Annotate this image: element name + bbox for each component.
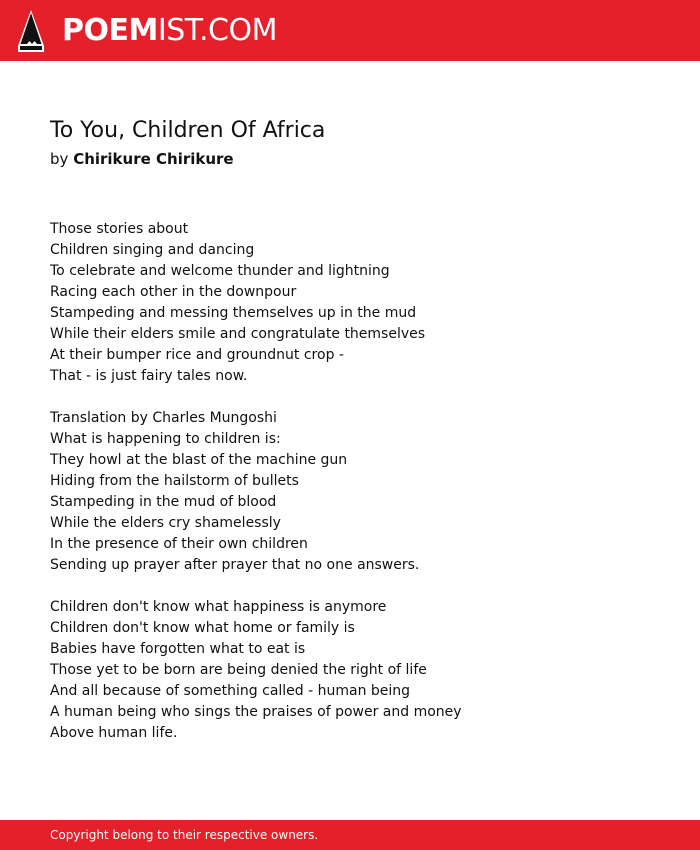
poem-title: To You, Children Of Africa bbox=[50, 118, 326, 143]
site-header bbox=[0, 0, 700, 61]
poem-line: While their elders smile and congratulate themselves bbox=[50, 326, 426, 342]
poem-line: And all because of something called - human being bbox=[50, 683, 411, 699]
poem-line: Children singing and dancing bbox=[50, 242, 255, 258]
poem-line: Hiding from the hailstorm of bullets bbox=[50, 473, 299, 489]
poem-line: At their bumper rice and groundnut crop - bbox=[50, 347, 344, 363]
poem-line: Stampeding and messing themselves up in the mud bbox=[50, 305, 417, 321]
stanza bbox=[50, 597, 650, 744]
copyright-notice: Copyright belong to their respective owners. bbox=[50, 828, 319, 842]
poem-line: Racing each other in the downpour bbox=[50, 284, 297, 300]
logo-light-text: IST.COM bbox=[157, 13, 277, 48]
poem-line: Stampeding in the mud of blood bbox=[50, 494, 277, 510]
poem-line: A human being who sings the praises of power and money bbox=[50, 704, 462, 720]
pencil-icon[interactable] bbox=[18, 10, 44, 52]
site-footer bbox=[0, 820, 700, 850]
site-logo[interactable] bbox=[62, 13, 277, 49]
poem-line: In the presence of their own children bbox=[50, 536, 308, 552]
poem-line: Babies have forgotten what to eat is bbox=[50, 641, 306, 657]
poem-line: Children don't know what home or family is bbox=[50, 620, 355, 636]
poem-line: While the elders cry shamelessly bbox=[50, 515, 281, 531]
poem-line: Children don't know what happiness is anymore bbox=[50, 599, 387, 615]
poem-body bbox=[50, 219, 650, 765]
by-label: by bbox=[50, 150, 69, 168]
poem-line: What is happening to children is: bbox=[50, 431, 281, 447]
poem-line: Sending up prayer after prayer that no one answers. bbox=[50, 557, 420, 573]
logo-bold-text: POEM bbox=[62, 13, 158, 48]
poem-line: Above human life. bbox=[50, 725, 178, 741]
poem-line: They howl at the blast of the machine gun bbox=[50, 452, 348, 468]
poem-line: To celebrate and welcome thunder and lightning bbox=[50, 263, 390, 279]
author-name: Chirikure Chirikure bbox=[73, 150, 234, 168]
poem-line: Those yet to be born are being denied the right of life bbox=[50, 662, 427, 678]
stanza bbox=[50, 219, 650, 387]
poem-line: Those stories about bbox=[50, 221, 189, 237]
poem-line: That - is just fairy tales now. bbox=[50, 368, 248, 384]
poem-line: Translation by Charles Mungoshi bbox=[50, 410, 277, 426]
byline bbox=[50, 148, 234, 170]
stanza bbox=[50, 408, 650, 576]
